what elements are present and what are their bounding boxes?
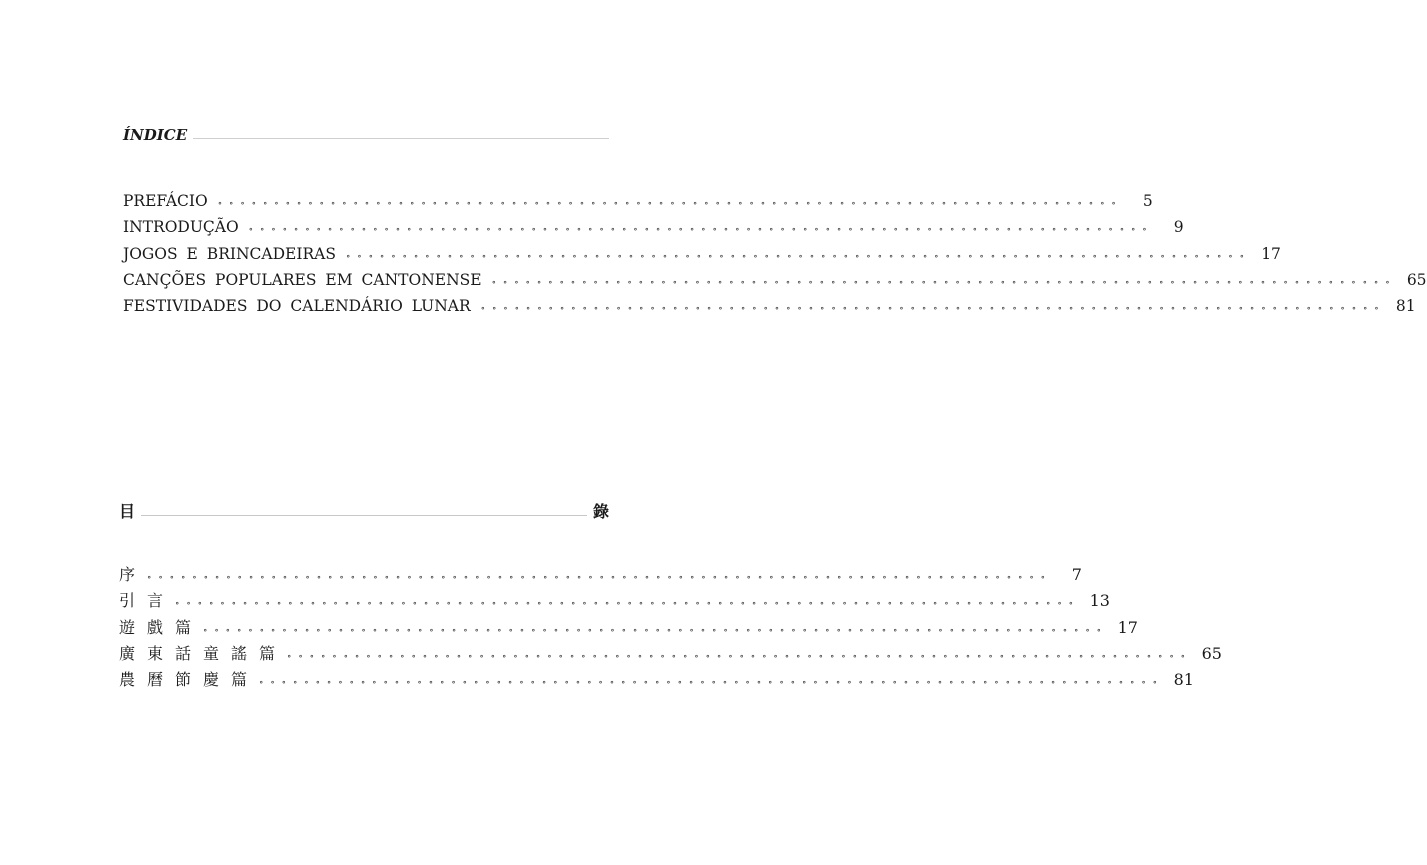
dot-leader: ∘∘∘∘∘∘∘∘∘∘∘∘∘∘∘∘∘∘∘∘∘∘∘∘∘∘∘∘∘∘∘∘∘∘∘∘∘∘∘∘∘∘∘∘∘∘∘∘∘∘∘∘∘∘∘∘∘∘∘∘∘∘∘∘∘∘∘∘∘∘∘∘∘∘∘∘∘∘∘∘ (217, 199, 1123, 209)
dot-leader: ∘∘∘∘∘∘∘∘∘∘∘∘∘∘∘∘∘∘∘∘∘∘∘∘∘∘∘∘∘∘∘∘∘∘∘∘∘∘∘∘∘∘∘∘∘∘∘∘∘∘∘∘∘∘∘∘∘∘∘∘∘∘∘∘∘∘∘∘∘∘∘∘∘∘∘∘∘∘∘∘ (287, 651, 1192, 662)
toc-title-right: 錄 (592, 502, 609, 521)
toc-entry-page: 7 (1071, 565, 1082, 584)
dot-leader: ∘∘∘∘∘∘∘∘∘∘∘∘∘∘∘∘∘∘∘∘∘∘∘∘∘∘∘∘∘∘∘∘∘∘∘∘∘∘∘∘∘∘∘∘∘∘∘∘∘∘∘∘∘∘∘∘∘∘∘∘∘∘∘∘∘∘∘∘∘∘∘∘∘∘∘∘∘∘∘∘ (480, 304, 1386, 315)
toc-list-chinese (119, 562, 1222, 693)
toc-entry[interactable] (119, 667, 1194, 693)
toc-heading-chinese (119, 499, 609, 522)
toc-heading-portuguese (123, 126, 609, 144)
toc-entry-label: CANÇÕES POPULARES EM CANTONENSE (123, 270, 482, 289)
toc-title-left: 目 (119, 502, 136, 521)
toc-entry-label: FESTIVIDADES DO CALENDÁRIO LUNAR (123, 297, 471, 316)
toc-entry[interactable] (123, 192, 1153, 218)
toc-entry-label: 農曆節慶篇 (119, 670, 260, 690)
toc-entry-page: 65 (1201, 643, 1222, 663)
dot-leader: ∘∘∘∘∘∘∘∘∘∘∘∘∘∘∘∘∘∘∘∘∘∘∘∘∘∘∘∘∘∘∘∘∘∘∘∘∘∘∘∘∘∘∘∘∘∘∘∘∘∘∘∘∘∘∘∘∘∘∘∘∘∘∘∘∘∘∘∘∘∘∘∘∘∘∘∘∘∘∘∘ (175, 599, 1080, 610)
toc-entry[interactable] (119, 641, 1222, 667)
toc-entry[interactable] (123, 297, 1416, 323)
toc-entry-label: 引言 (119, 591, 176, 611)
heading-rule (141, 515, 587, 516)
toc-entry-label: JOGOS E BRINCADEIRAS (123, 244, 336, 263)
dot-leader: ∘∘∘∘∘∘∘∘∘∘∘∘∘∘∘∘∘∘∘∘∘∘∘∘∘∘∘∘∘∘∘∘∘∘∘∘∘∘∘∘∘∘∘∘∘∘∘∘∘∘∘∘∘∘∘∘∘∘∘∘∘∘∘∘∘∘∘∘∘∘∘∘∘∘∘∘∘∘∘∘ (345, 251, 1251, 262)
heading-rule (193, 138, 609, 139)
toc-title: ÍNDICE (123, 126, 188, 144)
toc-entry[interactable] (123, 270, 1427, 297)
toc-entry-page: 17 (1261, 244, 1281, 263)
toc-entry-page: 17 (1117, 617, 1138, 637)
toc-entry-page: 9 (1173, 218, 1184, 237)
dot-leader: ∘∘∘∘∘∘∘∘∘∘∘∘∘∘∘∘∘∘∘∘∘∘∘∘∘∘∘∘∘∘∘∘∘∘∘∘∘∘∘∘∘∘∘∘∘∘∘∘∘∘∘∘∘∘∘∘∘∘∘∘∘∘∘∘∘∘∘∘∘∘∘∘∘∘∘∘∘∘∘∘ (491, 277, 1397, 288)
toc-entry-page: 13 (1089, 591, 1110, 611)
toc-entry-page: 5 (1142, 192, 1153, 210)
toc-entry-label: INTRODUÇÃO (123, 218, 239, 237)
toc-entry-label: 序 (119, 565, 148, 584)
toc-list-portuguese (123, 192, 1427, 323)
toc-entry[interactable] (119, 562, 1082, 588)
dot-leader: ∘∘∘∘∘∘∘∘∘∘∘∘∘∘∘∘∘∘∘∘∘∘∘∘∘∘∘∘∘∘∘∘∘∘∘∘∘∘∘∘∘∘∘∘∘∘∘∘∘∘∘∘∘∘∘∘∘∘∘∘∘∘∘∘∘∘∘∘∘∘∘∘∘∘∘∘∘∘∘∘ (248, 225, 1154, 236)
toc-entry-label: PREFÁCIO (123, 192, 208, 210)
toc-entry-page: 65 (1406, 270, 1427, 289)
toc-entry[interactable] (119, 588, 1110, 614)
toc-entry-label: 廣東話童謠篇 (119, 643, 288, 663)
dot-leader: ∘∘∘∘∘∘∘∘∘∘∘∘∘∘∘∘∘∘∘∘∘∘∘∘∘∘∘∘∘∘∘∘∘∘∘∘∘∘∘∘∘∘∘∘∘∘∘∘∘∘∘∘∘∘∘∘∘∘∘∘∘∘∘∘∘∘∘∘∘∘∘∘∘∘∘∘∘∘∘∘ (147, 573, 1052, 583)
toc-entry-page: 81 (1395, 297, 1416, 316)
toc-entry-page: 81 (1173, 670, 1194, 690)
dot-leader: ∘∘∘∘∘∘∘∘∘∘∘∘∘∘∘∘∘∘∘∘∘∘∘∘∘∘∘∘∘∘∘∘∘∘∘∘∘∘∘∘∘∘∘∘∘∘∘∘∘∘∘∘∘∘∘∘∘∘∘∘∘∘∘∘∘∘∘∘∘∘∘∘∘∘∘∘∘∘∘∘ (259, 678, 1164, 689)
toc-entry[interactable] (123, 244, 1281, 271)
toc-entry-label: 遊戲篇 (119, 617, 204, 637)
toc-entry[interactable] (123, 218, 1184, 244)
toc-entry[interactable] (119, 615, 1138, 641)
dot-leader: ∘∘∘∘∘∘∘∘∘∘∘∘∘∘∘∘∘∘∘∘∘∘∘∘∘∘∘∘∘∘∘∘∘∘∘∘∘∘∘∘∘∘∘∘∘∘∘∘∘∘∘∘∘∘∘∘∘∘∘∘∘∘∘∘∘∘∘∘∘∘∘∘∘∘∘∘∘∘∘∘ (203, 625, 1108, 636)
